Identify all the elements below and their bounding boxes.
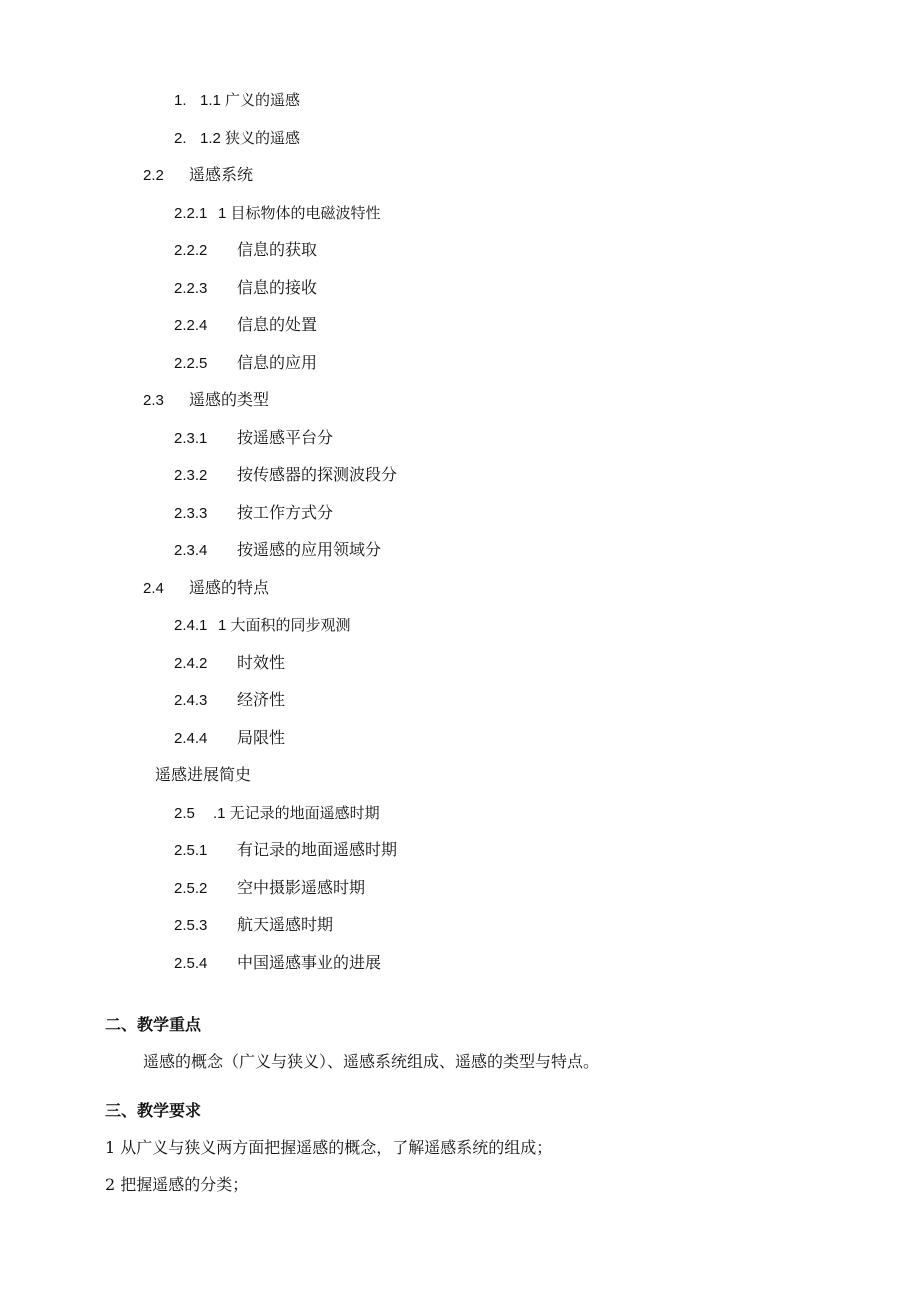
toc-item-label: 航天遥感时期 bbox=[237, 915, 334, 934]
toc-item-label: 信息的处置 bbox=[237, 315, 318, 334]
toc-item-number: 2.3.3 bbox=[174, 505, 208, 522]
toc-item-number: 2.2.1 bbox=[174, 205, 208, 222]
toc-item-label: 中国遥感事业的进展 bbox=[237, 953, 382, 972]
toc-item-2-5-2 bbox=[174, 877, 365, 900]
toc-item-2-5-4 bbox=[174, 952, 381, 975]
toc-item-label: 空中摄影遥感时期 bbox=[237, 878, 366, 897]
toc-item-label: 信息的接收 bbox=[237, 278, 318, 297]
toc-item-1-1 bbox=[174, 89, 300, 112]
toc-item-2-5-1 bbox=[174, 839, 397, 862]
toc-section-2-3 bbox=[143, 389, 269, 412]
toc-section-number: 2.4 bbox=[143, 580, 164, 597]
toc-item-number: 2.4.3 bbox=[174, 692, 208, 709]
toc-section-label: 遥感的类型 bbox=[189, 390, 270, 409]
toc-item-label: 信息的应用 bbox=[237, 353, 318, 372]
toc-item-number: 2.3.2 bbox=[174, 467, 208, 484]
toc-item-label: 1 目标物体的电磁波特性 bbox=[218, 205, 381, 222]
toc-section-label: 遥感进展简史 bbox=[155, 765, 252, 784]
toc-section-number: 2.2 bbox=[143, 167, 164, 184]
toc-item-label: 按遥感的应用领域分 bbox=[237, 540, 382, 559]
toc-item-number: 2.2.5 bbox=[174, 355, 208, 372]
toc-item-number: 2.5.3 bbox=[174, 917, 208, 934]
toc-item-label: 1 大面积的同步观测 bbox=[218, 617, 351, 634]
toc-item-number: 2.5.4 bbox=[174, 955, 208, 972]
toc-item-number: 2.4.4 bbox=[174, 730, 208, 747]
toc-item-number: 2.3.1 bbox=[174, 430, 208, 447]
toc-item-label: 局限性 bbox=[237, 728, 286, 747]
toc-section-2-4 bbox=[143, 577, 269, 600]
toc-item-number: 2.2.3 bbox=[174, 280, 208, 297]
toc-item-number: 2.4.1 bbox=[174, 617, 208, 634]
focus-paragraph: 遥感的概念（广义与狭义）、遥感系统组成、遥感的类型与特点。 bbox=[143, 1052, 600, 1071]
toc-item-2-3-3 bbox=[174, 502, 333, 525]
toc-item-2-2-3 bbox=[174, 277, 317, 300]
toc-item-2-2-4 bbox=[174, 314, 317, 337]
toc-item-label: 按遥感平台分 bbox=[237, 428, 334, 447]
toc-item-2-3-4 bbox=[174, 539, 381, 562]
toc-item-2-4-1 bbox=[174, 614, 351, 637]
toc-item-label: 1.1 广义的遥感 bbox=[200, 92, 301, 109]
toc-item-label: 1.2 狭义的遥感 bbox=[200, 130, 301, 147]
toc-item-number: 2. bbox=[174, 130, 187, 147]
toc-item-2-2-5 bbox=[174, 352, 317, 375]
toc-item-2-5-3 bbox=[174, 914, 333, 937]
toc-item-label: 按传感器的探测波段分 bbox=[237, 465, 398, 484]
toc-item-2-3-1 bbox=[174, 427, 333, 450]
toc-item-number: 2.5.1 bbox=[174, 842, 208, 859]
requirement-item-1: 1 从广义与狭义两方面把握遥感的概念，了解遥感系统的组成； bbox=[105, 1138, 553, 1157]
toc-item-label: 有记录的地面遥感时期 bbox=[237, 840, 398, 859]
toc-item-2-3-2 bbox=[174, 464, 397, 487]
toc-item-2-4-2 bbox=[174, 652, 285, 675]
toc-item-2-4-4 bbox=[174, 727, 285, 750]
toc-item-label: 信息的获取 bbox=[237, 240, 318, 259]
section-heading-focus: 二、教学重点 bbox=[105, 1015, 202, 1034]
toc-item-number: 2.3.4 bbox=[174, 542, 208, 559]
toc-item-2-2-1 bbox=[174, 202, 381, 225]
toc-item-label: 经济性 bbox=[237, 690, 286, 709]
toc-item-number: 1. bbox=[174, 92, 187, 109]
toc-section-label: 遥感系统 bbox=[189, 165, 254, 184]
toc-item-number: 2.5.2 bbox=[174, 880, 208, 897]
section-heading-requirements: 三、教学要求 bbox=[105, 1101, 202, 1120]
toc-item-2-2-2 bbox=[174, 239, 317, 262]
toc-item-number: 2.4.2 bbox=[174, 655, 208, 672]
toc-section-history bbox=[155, 764, 251, 786]
toc-section-2-2 bbox=[143, 164, 253, 187]
toc-item-number: 2.2.4 bbox=[174, 317, 208, 334]
toc-item-number: 2.5 bbox=[174, 805, 195, 822]
requirement-item-2: 2 把握遥感的分类； bbox=[105, 1175, 249, 1194]
toc-section-number: 2.3 bbox=[143, 392, 164, 409]
toc-section-label: 遥感的特点 bbox=[189, 578, 270, 597]
toc-item-number: 2.2.2 bbox=[174, 242, 208, 259]
toc-item-2-5 bbox=[174, 802, 380, 825]
toc-item-2-4-3 bbox=[174, 689, 285, 712]
toc-item-1-2 bbox=[174, 127, 300, 150]
toc-item-label: 时效性 bbox=[237, 653, 286, 672]
toc-item-label: .1 无记录的地面遥感时期 bbox=[213, 805, 380, 822]
toc-item-label: 按工作方式分 bbox=[237, 503, 334, 522]
